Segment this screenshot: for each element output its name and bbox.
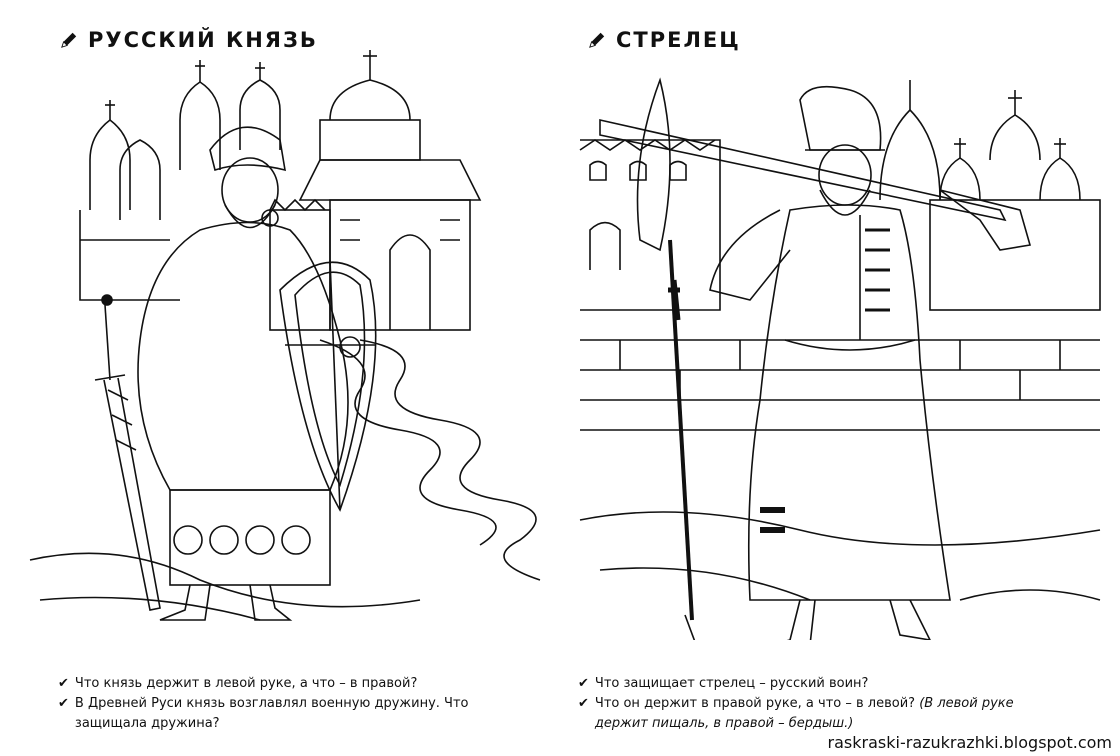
question-item — [58, 674, 498, 694]
site-footer: raskraski-razukrazhki.blogspot.com — [827, 733, 1112, 752]
question-text-main: Что он держит в правой руке, а что – в левой? — [594, 696, 916, 711]
ground — [580, 512, 1100, 545]
strelets-illustration — [560, 40, 1120, 640]
question-item — [578, 694, 1038, 734]
prince-illustration — [0, 40, 560, 640]
question-text: Что защищает стрелец – русский воин? — [594, 676, 869, 691]
right-questions — [578, 674, 1038, 734]
question-item — [578, 674, 1038, 694]
question-answer: (В левой руке держит пищаль, в правой – бердыш.) — [594, 696, 1014, 731]
right-title-text: СТРЕЛЕЦ — [616, 28, 741, 52]
checkmark-icon: ✔ — [58, 676, 69, 691]
right-page — [560, 0, 1120, 756]
left-title-text: РУССКИЙ КНЯЗЬ — [88, 28, 318, 52]
ground — [30, 553, 420, 606]
sword — [95, 295, 160, 610]
checkmark-icon: ✔ — [578, 676, 589, 691]
strelets-figure — [710, 87, 950, 640]
question-text — [595, 694, 1038, 734]
winding-road — [360, 340, 540, 580]
question-item — [58, 694, 498, 734]
checkmark-icon: ✔ — [58, 696, 69, 711]
left-questions — [58, 674, 498, 734]
question-text: Что князь держит в левой руке, а что – в правой? — [74, 676, 418, 691]
checkmark-icon: ✔ — [578, 696, 589, 711]
question-text: В Древней Руси князь возглавлял военную дружину. Что защищала дружина? — [74, 696, 469, 731]
berdysh-axe — [638, 80, 699, 640]
church-domes — [80, 60, 280, 300]
